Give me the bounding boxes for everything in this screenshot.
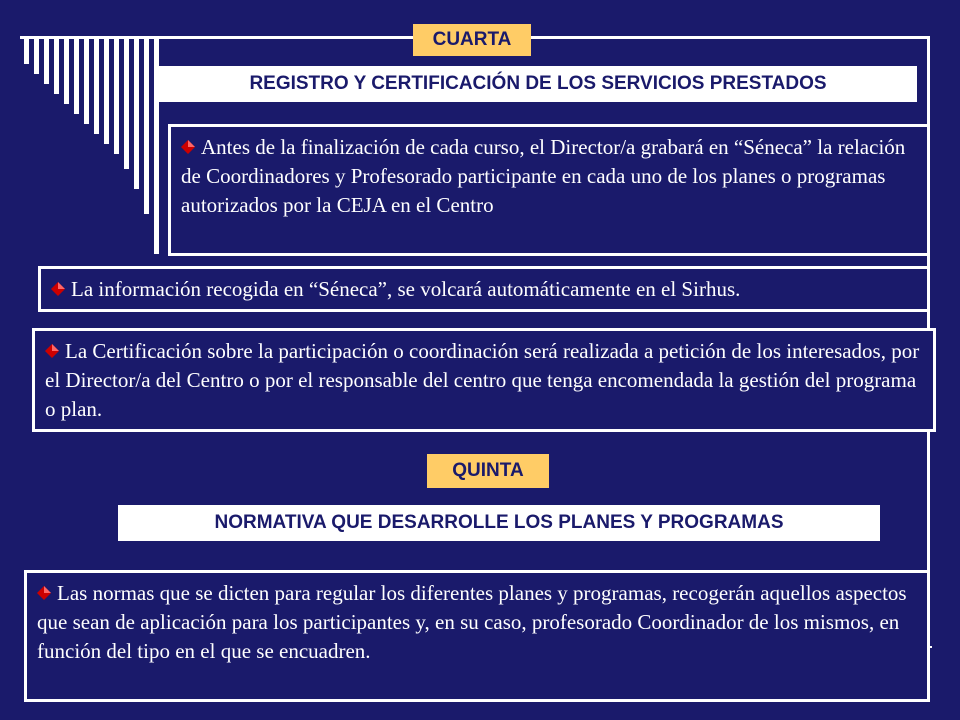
section5-item-1 — [24, 570, 930, 702]
section5-title: NORMATIVA QUE DESARROLLE LOS PLANES Y PROGRAMAS — [118, 505, 880, 541]
section4-item-3-text: La Certificación sobre la participación o coordinación será realizada a petición de los interesados, por el Director/a del Centro o por el responsable del centro que tenga encomendada la gestión del programa o plan. — [45, 339, 920, 421]
section5-label: QUINTA — [427, 454, 549, 488]
section4-item-1 — [168, 124, 930, 256]
section4-item-2 — [38, 266, 930, 312]
section4-item-1-text: Antes de la finalización de cada curso, el Director/a grabará en “Séneca” la relación de Coordinadores y Profesorado participante en cada uno de los planes o programas autorizados por la CEJA en el Centro — [181, 135, 906, 217]
section4-title: REGISTRO Y CERTIFICACIÓN DE LOS SERVICIOS PRESTADOS — [159, 66, 917, 102]
diamond-bullet-icon — [37, 586, 51, 600]
diamond-bullet-icon — [45, 344, 59, 358]
section4-item-2-text: La información recogida en “Séneca”, se volcará automáticamente en el Sirhus. — [71, 277, 741, 301]
diamond-bullet-icon — [181, 140, 195, 154]
section4-label: CUARTA — [413, 24, 531, 56]
diamond-bullet-icon — [51, 282, 65, 296]
section4-item-3 — [32, 328, 936, 432]
section5-item-1-text: Las normas que se dicten para regular los diferentes planes y programas, recogerán aquellos aspectos que sean de aplicación para los participantes y, en su caso, profesorado Coordinador de los mismos, en función del tipo en el que se encuadren. — [37, 581, 907, 663]
